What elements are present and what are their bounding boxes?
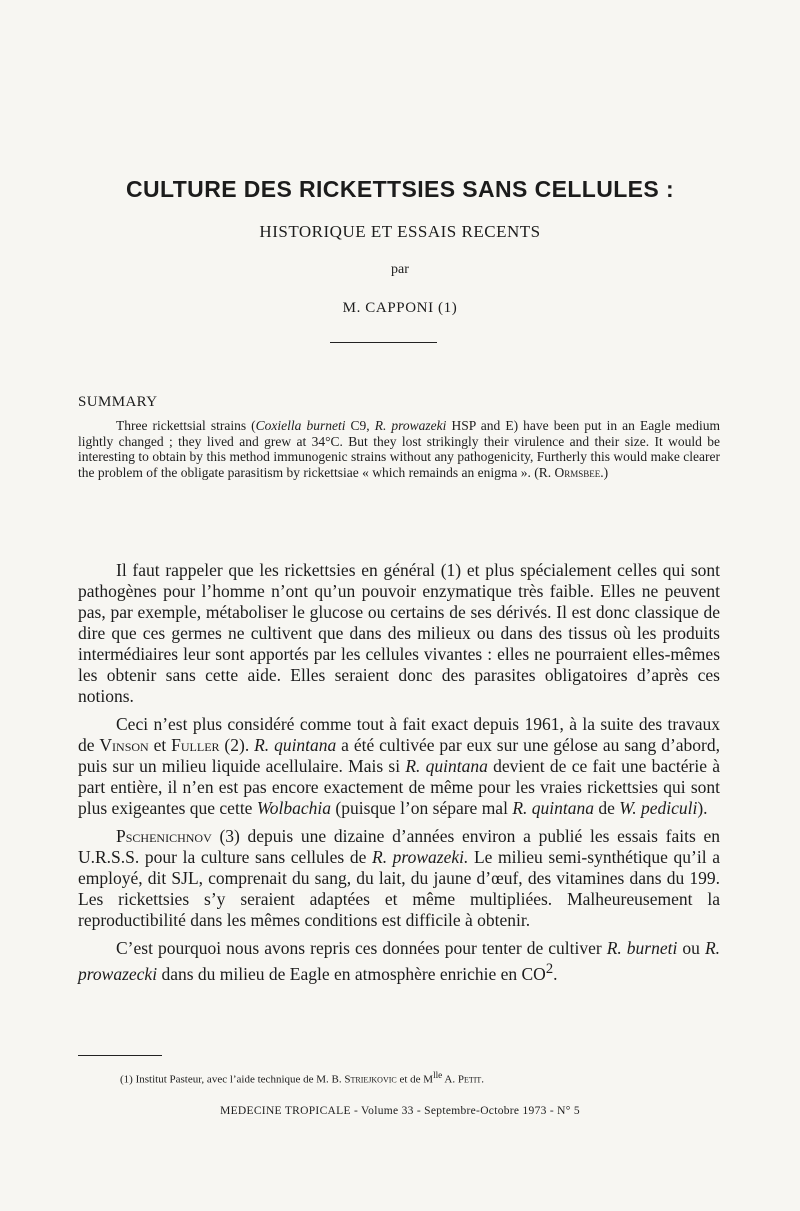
species-name: R. prowazeki. (372, 847, 469, 867)
footnote-text: et de M (396, 1073, 434, 1086)
superscript: 2 (545, 961, 554, 977)
body-text: ou (677, 938, 705, 958)
body-paragraph-2 (78, 714, 720, 819)
body-text: ). (697, 798, 708, 818)
body-text: dans du milieu de Eagle en atmosphère enrichie en CO (157, 963, 546, 984)
summary-text: HSP and E) have been put in an Eagle medium lightly changed ; they lived and grew at 34°C. But they lost strikingly their virulence and their size. It would be interesting to obtain by this method immunogenic strains without any pathogenicity, Furtherly this would make clearer the problem of the obligate parasitism by rickettsiae « which remainds an enigma ». (R. (78, 418, 720, 480)
body-text: devient de ce fait une bactérie à part entière, il n’en est pas encore exactement de même pour les vraies rickettsies qui sont plus exigeantes que cette (78, 756, 720, 818)
body-text: Ceci n’est plus considéré comme tout à fait exact depuis 1961, à la suite des travaux de (78, 714, 720, 755)
body-paragraph-1: Il faut rappeler que les rickettsies en général (1) et plus spécialement celles qui sont pathogènes pour l’homme n’ont qu’un pouvoir enzymatique très faible. Elles ne peuvent pas, par exemple, métaboliser le glucose ou certains de ses dérivés. Il est donc classique de dire que ces germes ne cultivent que dans des milieux ou dans des tissus où les produits intermédiaires leur sont apportés par les cellules vivantes : elles ne pourraient elles-mêmes les obtenir sans cette aide. Elles seraient donc des parasites obligatoires d’après ces notions. (78, 560, 720, 706)
summary-text: Three rickettsial strains ( (116, 418, 256, 433)
person-name: Petit (457, 1073, 482, 1086)
body-text: C’est pourquoi nous avons repris ces données pour tenter de cultiver (116, 938, 607, 958)
species-name: R. prowazeki (374, 418, 447, 433)
species-name: R. quintana (512, 798, 594, 818)
author-citation: Fuller (171, 735, 220, 755)
body-text: de (593, 798, 620, 818)
superscript: lle (433, 1070, 443, 1080)
summary-paragraph (78, 418, 720, 480)
body-paragraph-4 (78, 938, 720, 985)
body-text: Le milieu semi-synthétique qu’il a employé, dit SJL, comprenait du sang, du lait, du jaune d’œuf, des vitamines dans du 199. Les rickettsies s’y seraient adaptées et même multipliées. Malheureusement la reproductibilité dans les mêmes conditions est difficile à obtenir. (78, 847, 720, 930)
person-name: Striejkovic (344, 1073, 397, 1086)
species-name: R. burneti (606, 938, 678, 958)
species-name: Wolbachia (256, 798, 332, 818)
footnote-text: (1) Institut Pasteur, avec l’aide technique de M. B. (120, 1073, 345, 1086)
footnote-text: . (481, 1073, 485, 1086)
species-name: Coxiella burneti (255, 418, 346, 433)
title-divider (330, 342, 437, 343)
summary-text: .) (600, 464, 609, 480)
author-citation: Ormsbee (554, 464, 601, 480)
footnote-text: A. (442, 1073, 458, 1086)
body-text: (puisque l’on sépare mal (331, 798, 513, 818)
species-name: W. pediculi (619, 798, 698, 818)
body-text: a été cultivée par eux sur une gélose au sang d’abord, puis sur un milieu liquide acellulaire. Mais si (78, 735, 720, 776)
body-paragraph-3 (78, 826, 720, 931)
summary-text: C9, (345, 418, 375, 433)
journal-footer: MEDECINE TROPICALE - Volume 33 - Septembre-Octobre 1973 - N° 5 (220, 1105, 580, 1117)
footnote-divider (78, 1055, 162, 1056)
body-text: (3) depuis une dizaine d’années environ a publié les essais faits en U.R.S.S. pour la culture sans cellules de (78, 826, 720, 867)
species-name: R. quintana (254, 735, 337, 755)
species-name: R. prowazecki (78, 938, 721, 984)
summary-abstract (78, 418, 720, 480)
article-body (78, 560, 720, 992)
summary-heading: SUMMARY (78, 394, 158, 410)
body-text: et (148, 735, 172, 755)
author-name: M. CAPPONI (1) (342, 300, 458, 316)
body-text: (2). (219, 735, 255, 755)
article-title: CULTURE DES RICKETTSIES SANS CELLULES : (125, 176, 675, 202)
footnote (120, 1070, 484, 1086)
article-subtitle: HISTORIQUE ET ESSAIS RECENTS (259, 222, 541, 241)
author-citation: Pschenichnov (116, 826, 212, 846)
body-text: . (553, 963, 558, 984)
author-citation: Vinson (99, 735, 149, 755)
byline-par: par (391, 262, 409, 277)
species-name: R. quintana (405, 756, 488, 776)
